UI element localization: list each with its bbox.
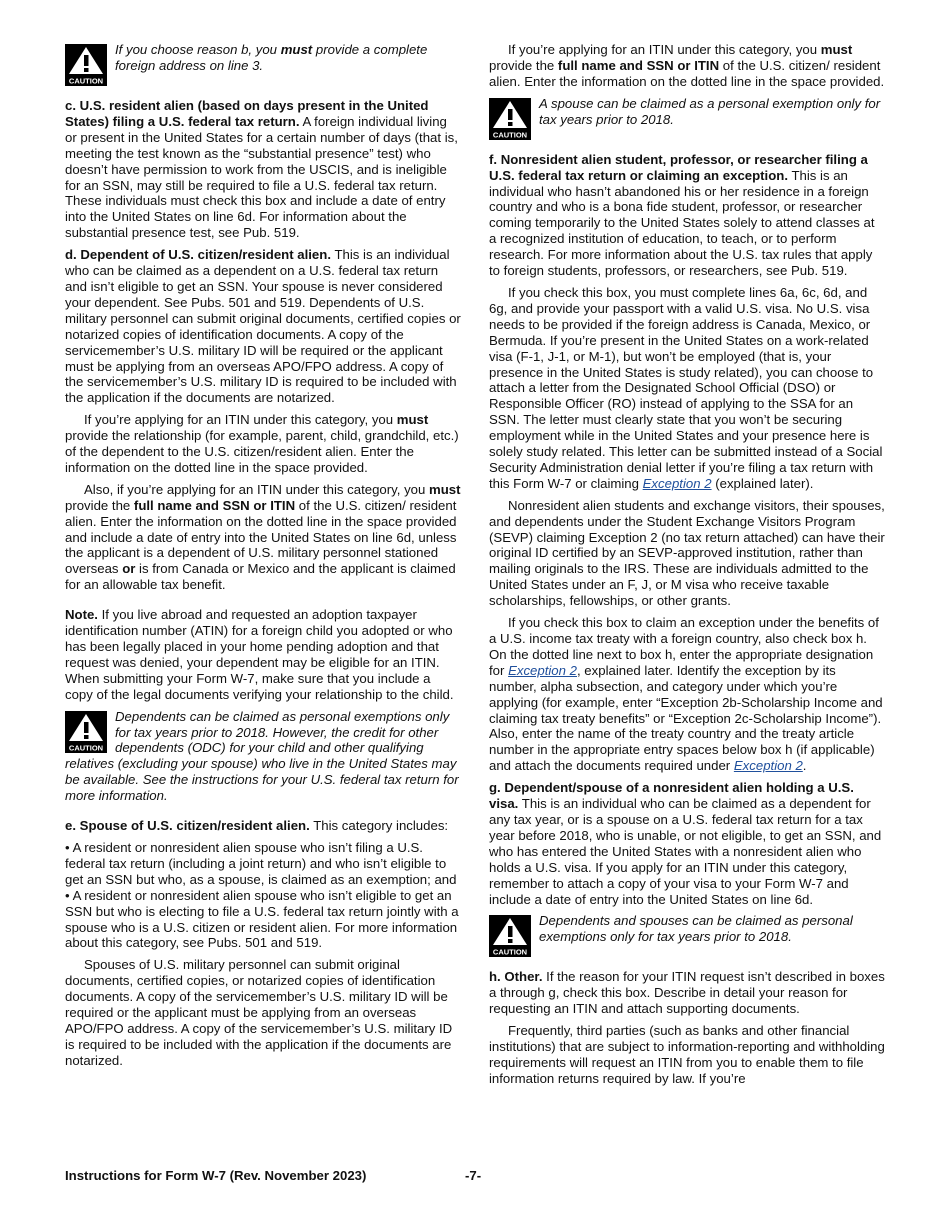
caution-icon (65, 44, 107, 86)
paragraph: d. Dependent of U.S. citizen/resident alien. This is an individual who can be claimed as a dependent on a U.S. federal tax return and isn’t eligible to get an SSN. Your spouse is never considered your dependent. See Pubs. 501 and 519. Dependents of U.S. military personnel can submit original documents, certified copies or notarized copies of identification documents. A copy of the servicemember’s U.S. military ID will be required or the applicant must be applying from an overseas APO/FPO address. A copy of the servicemember’s U.S. military ID is required to be included with the application if the documents are notarized. (65, 247, 461, 406)
svg-text:CAUTION: CAUTION (68, 743, 104, 753)
exception-2-link[interactable]: Exception 2 (642, 475, 712, 491)
paragraph: If you check this box, you must complete lines 6a, 6c, 6d, and 6g, and provide your passport with a valid U.S. visa. No U.S. visa needs to be provided if the foreign address is Canada, Mexico, or Bermuda. If you’re present in the United States on a work-related visa (F-1, J-1, or M-1), but won’t be employed (that is, your presence in the United States is study related), you can choose to attach a letter from the Designated School Official (DSO) or Responsible Officer (RO) instead of applying to the SSA for an SSN. The letter must clearly state that you won’t be securing employment while in the United States and your presence here is solely study related. This letter can be submitted instead of a Social Security Administration denial letter if you’re filing a tax return with this Form W-7 or claiming Exception 2 (explained later). (489, 284, 883, 491)
exception-2-link[interactable]: Exception 2 (508, 662, 577, 678)
caution-text: If you choose reason b, you must provide a complete foreign address on line 3. (115, 42, 428, 73)
paragraph: f. Nonresident alien student, professor, or researcher filing a U.S. federal tax return or claiming an exception. This is an individual who hasn’t abandoned his or her residence in a foreign country and who is a bona fide student, professor, or researcher coming temporarily to the United States solely to attend classes at a recognized institution of education, to teach, or to perform research. For more information about the U.S. tax rules that apply to foreign students, professors, or researchers, see Pub. 519. (489, 151, 875, 279)
caution-text: A spouse can be claimed as a personal exemption only for tax years prior to 2018. (539, 95, 881, 127)
paragraph: If you’re applying for an ITIN under this category, you must provide the relationship (for example, parent, child, grandchild, etc.) of the dependent to the U.S. citizen/resident alien. Enter the information on the dotted line in the space provided. (65, 412, 459, 475)
section-heading: f. Nonresident alien student, professor, or researcher filing a U.S. federal tax return or claiming an exception. (489, 151, 868, 183)
paragraph: Nonresident alien students and exchange visitors, their spouses, and dependents under the Student Exchange Visitors Program (SEVP) claiming Exception 2 (no tax return attached) can have their original ID certified by an SEVP-approved institution, rather than mailing originals to the IRS. These are individuals admitted to the United States under an F, J, or M visa who receive taxable scholarships, fellowships, or other grants. (489, 497, 885, 609)
paragraph: Frequently, third parties (such as banks and other financial institutions) that are subject to information-reporting and withholding requirements will request an ITIN from you to enable them to file information returns required by law. If you’re (489, 1023, 885, 1086)
svg-text:CAUTION: CAUTION (68, 76, 104, 86)
footer-title: Instructions for Form W-7 (Rev. November 2023) (65, 1168, 367, 1183)
exception-2-link[interactable]: Exception 2 (733, 758, 803, 774)
paragraph: Spouses of U.S. military personnel can submit original documents, certified copies, or notarized copies of identification documents. A copy of the servicemember’s U.S. military ID will be required or the applicant must be applying from an overseas APO/FPO address. A copy of the servicemember’s U.S. military ID is required to be included with the application if the documents are notarized. (65, 957, 453, 1068)
caution-note (65, 709, 461, 804)
paragraph: e. Spouse of U.S. citizen/resident alien. This category includes: (65, 818, 449, 834)
paragraph: g. Dependent/spouse of a nonresident alien holding a U.S. visa. This is an individual who can be claimed as a dependent for any tax year, or is a spouse on a U.S. federal tax return for a tax year before 2018, who is unable, or not eligible, to get an SSN, and who has entered the United States with a nonresident alien who holds a U.S. visa. If you apply for an ITIN under this category, remember to attach a copy of your visa to your Form W-7 and include a date of entry into the United States on line 6d. (489, 780, 882, 907)
svg-text:CAUTION: CAUTION (492, 947, 528, 957)
caution-icon (489, 98, 531, 140)
caution-note (489, 913, 885, 959)
bullet-item: • A resident or nonresident alien spouse who isn’t filing a U.S. federal tax return (including a joint return) and who isn’t eligible to get an SSN but who, as a spouse, is claimed as an exemption; and (65, 839, 457, 887)
section-heading: d. Dependent of U.S. citizen/resident alien. (65, 247, 331, 263)
note-paragraph: Note. If you live abroad and requested an adoption taxpayer identification number (ATIN) for a foreign child you adopted or who has been legally placed in your home pending adoption and that request was denied, your dependent may be eligible for an ITIN. When submitting your Form W-7, make sure that you include a copy of the legal documents verifying your relationship to the child. (65, 607, 454, 702)
paragraph: Also, if you’re applying for an ITIN under this category, you must provide the full name and SSN or ITIN of the U.S. citizen/ resident alien. Enter the information on the dotted line in the space provided and include a date of entry into the United States on line 6d, unless the applicant is a dependent of U.S. military personnel stationed overseas or is from Canada or Mexico and the applicant is claimed for an allowable tax benefit. (65, 481, 461, 593)
paragraph: h. Other. If the reason for your ITIN request isn’t described in boxes a through g, check this box. Describe in detail your reason for requesting an ITIN and attach supporting documents. (489, 969, 885, 1017)
paragraph: If you check this box to claim an exception under the benefits of a U.S. income tax treaty with a foreign country, also check box h. On the dotted line next to box h, enter the appropriate designation for Exception 2, explained later. Identify the exception by its number, alpha subsection, and category under which you’re applying (for example, enter “Exception 2b-Scholarship Income and claiming tax treaty benefits” or “Exception 2c-Scholarship Income”). Also, enter the name of the treaty country and the treaty article number in the appropriate entry spaces below box h (if applicable) and attach the documents required under Exception 2. (489, 615, 883, 774)
caution-icon (65, 711, 107, 753)
left-column (65, 42, 461, 1075)
caution-text: Dependents and spouses can be claimed as personal exemptions only for tax years prior to 2018. (539, 913, 853, 945)
caution-text: Dependents can be claimed as personal exemptions only for tax years prior to 2018. However, the credit for other dependents (ODC) for your child and other qualifying relatives (excluding your spouse) who live in the United States may be available. See the instructions for your U.S. federal tax return for more information. (65, 708, 459, 804)
section-heading: h. Other. (489, 969, 543, 985)
caution-note (489, 96, 885, 142)
right-column (489, 42, 885, 1093)
section-heading: c. U.S. resident alien (based on days present in the United States) filing a U.S. federal tax return. (65, 98, 429, 129)
page-number: -7- (465, 1168, 482, 1183)
paragraph: c. U.S. resident alien (based on days present in the United States) filing a U.S. federal tax return. A foreign individual living or present in the United States for a certain number of days (that is, meeting the test known as the “substantial presence” test) who doesn’t have permission to work from the USCIS, and is ineligible for an SSN, may still be required to file a U.S. federal tax return. These individuals must check this box and include a date of entry into the United States on line 6d. For information about the substantial presence test, see Pub. 519. (65, 98, 458, 241)
section-heading: g. Dependent/spouse of a nonresident alien holding a U.S. visa. (489, 780, 854, 812)
svg-text:CAUTION: CAUTION (492, 130, 528, 140)
paragraph: If you’re applying for an ITIN under this category, you must provide the full name and SSN or ITIN of the U.S. citizen/ resident alien. Enter the information on the dotted line in the space provided. (489, 42, 885, 89)
caution-icon (489, 915, 531, 957)
bullet-item: • A resident or nonresident alien spouse who isn’t eligible to get an SSN but who is electing to file a U.S. federal tax return jointly with a spouse who is a U.S. citizen or resident alien. For more information about this category, see Pubs. 501 and 519. (65, 887, 459, 951)
note-heading: Note. (65, 607, 98, 623)
page-footer (65, 1168, 885, 1184)
caution-note (65, 42, 461, 88)
section-heading: e. Spouse of U.S. citizen/resident alien. (65, 818, 310, 834)
